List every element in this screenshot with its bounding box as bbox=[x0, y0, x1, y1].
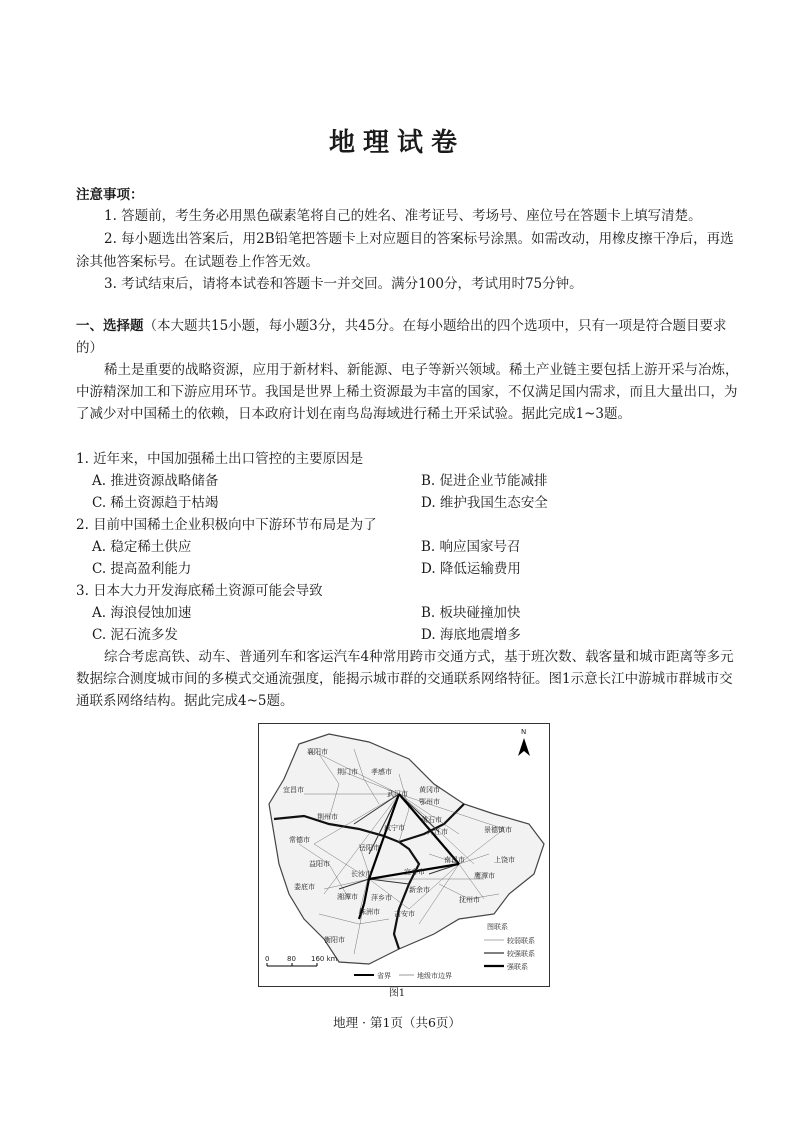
section-desc: （本大题共15小题，每小题3分，共45分。在每小题给出的四个选项中，只有一项是符合题目要求的） bbox=[76, 318, 727, 356]
city-xinyu: 新余市 bbox=[409, 886, 430, 894]
city-shangrao: 上饶市 bbox=[494, 856, 515, 864]
q2-option-d: D. 降低运输费用 bbox=[421, 561, 521, 577]
map-legend bbox=[484, 922, 535, 971]
north-arrow-icon bbox=[518, 728, 530, 756]
city-hengyang: 衡阳市 bbox=[324, 936, 345, 944]
svg-text:160 km: 160 km bbox=[311, 955, 338, 963]
section-title: 一、选择题 bbox=[76, 318, 144, 334]
city-jiujiang: 九江市 bbox=[427, 828, 448, 836]
q2-option-b: B. 响应国家号召 bbox=[421, 539, 521, 555]
city-jingmen: 荆门市 bbox=[337, 768, 358, 776]
city-yiyang: 益阳市 bbox=[309, 860, 330, 868]
city-yichang: 宜昌市 bbox=[283, 786, 304, 794]
q3-option-d: D. 海底地震增多 bbox=[421, 627, 521, 643]
section-heading bbox=[76, 315, 742, 359]
city-zhuzhou: 株洲市 bbox=[359, 908, 380, 916]
city-jian: 吉安市 bbox=[394, 910, 415, 918]
svg-text:80: 80 bbox=[287, 955, 296, 963]
city-jingdezhen: 景德镇市 bbox=[484, 826, 512, 834]
page-title: 地理试卷 bbox=[328, 128, 465, 158]
city-jingzhou: 荆州市 bbox=[317, 813, 338, 821]
city-pingxiang: 萍乡市 bbox=[371, 894, 392, 902]
notice-heading: 注意事项： bbox=[76, 187, 144, 203]
figure-caption: 图1 bbox=[388, 988, 406, 999]
city-changde: 常德市 bbox=[289, 836, 310, 844]
q1-option-c: C. 稀土资源趋于枯竭 bbox=[92, 495, 219, 511]
passage-rare-earth: 稀土是重要的战略资源，应用于新材料、新能源、电子等新兴领域。稀土产业链主要包括上游开采与冶炼，中游精深加工和下游应用环节。我国是世界上稀土资源最为丰富的国家，不仅满足国内需求，而且大量出口，为了减少对中国稀土的依赖，日本政府计划在南鸟岛海域进行稀土开采试验。据此完成1~3题。 bbox=[76, 362, 739, 422]
scale-bar bbox=[265, 955, 338, 966]
q1-option-d: D. 维护我国生态安全 bbox=[421, 495, 548, 511]
notice-item-1: 1. 答题前，考生务必用黑色碳素笔将自己的姓名、准考证号、考场号、座位号在答题卡上填写清楚。 bbox=[104, 208, 702, 224]
q1-option-a: A. 推进资源战略储备 bbox=[92, 473, 219, 489]
q3-option-c: C. 泥石流多发 bbox=[92, 627, 178, 643]
boundary-legend bbox=[354, 971, 452, 980]
city-huangshi: 黄石市 bbox=[421, 816, 442, 824]
question-1: 1. 近年来，中国加强稀土出口管控的主要原因是 bbox=[76, 451, 364, 467]
question-2: 2. 目前中国稀土企业积极向中下游环节布局是为了 bbox=[76, 517, 377, 533]
svg-text:N: N bbox=[521, 728, 527, 736]
notice-item-2: 2. 每小题选出答案后，用2B铅笔把答题卡上对应题目的答案标号涂黑。如需改动，用橡皮擦干净后，再选涂其他答案标号。在试题卷上作答无效。 bbox=[76, 231, 734, 270]
city-loudi: 娄底市 bbox=[294, 883, 315, 891]
svg-text:地级市边界: 地级市边界 bbox=[417, 972, 452, 980]
q1-option-b: B. 促进企业节能减排 bbox=[421, 473, 548, 489]
city-xiangyang: 襄阳市 bbox=[307, 748, 328, 756]
notice-item-3: 3. 考试结束后，请将本试卷和答题卡一并交回。满分100分，考试用时75分钟。 bbox=[104, 276, 583, 292]
q2-option-c: C. 提高盈利能力 bbox=[92, 561, 192, 577]
city-xiaogan: 孝感市 bbox=[371, 768, 392, 776]
city-wuhan: 武汉市 bbox=[387, 790, 408, 798]
city-yueyang: 岳阳市 bbox=[359, 844, 380, 852]
q3-option-b: B. 板块碰撞加快 bbox=[421, 605, 521, 621]
q3-option-a: A. 海浪侵蚀加速 bbox=[92, 605, 192, 621]
question-3: 3. 日本大力开发海底稀土资源可能会导致 bbox=[76, 583, 323, 599]
city-nanchang: 南昌市 bbox=[444, 856, 465, 864]
city-xianning: 咸宁市 bbox=[384, 824, 405, 832]
svg-text:图联系: 图联系 bbox=[487, 923, 508, 931]
city-changsha: 长沙市 bbox=[351, 870, 372, 878]
city-fuzhou: 抚州市 bbox=[459, 896, 480, 904]
city-ezhou: 鄂州市 bbox=[419, 798, 440, 806]
city-huanggang: 黄冈市 bbox=[419, 786, 440, 794]
city-xiangtan: 湘潭市 bbox=[337, 893, 358, 901]
svg-text:较强联系: 较强联系 bbox=[507, 950, 535, 958]
page-footer: 地理 · 第1页（共6页） bbox=[333, 1015, 461, 1030]
svg-text:0: 0 bbox=[265, 955, 270, 963]
svg-text:省界: 省界 bbox=[377, 972, 391, 980]
svg-text:强联系: 强联系 bbox=[507, 963, 528, 971]
transport-network-map bbox=[258, 723, 550, 987]
q2-option-a: A. 稳定稀土供应 bbox=[92, 539, 192, 555]
passage-transport: 综合考虑高铁、动车、普通列车和客运汽车4种常用跨市交通方式，基于班次数、载客量和城市距离等多元数据综合测度城市间的多模式交通流强度，能揭示城市群的交通联系网络特征。图1示意长江中游城市群城市交通联系网络结构。据此完成4~5题。 bbox=[76, 649, 734, 709]
svg-text:较弱联系: 较弱联系 bbox=[507, 937, 535, 945]
city-yichun: 宜春市 bbox=[404, 868, 425, 876]
city-yingtan: 鹰潭市 bbox=[474, 872, 495, 880]
